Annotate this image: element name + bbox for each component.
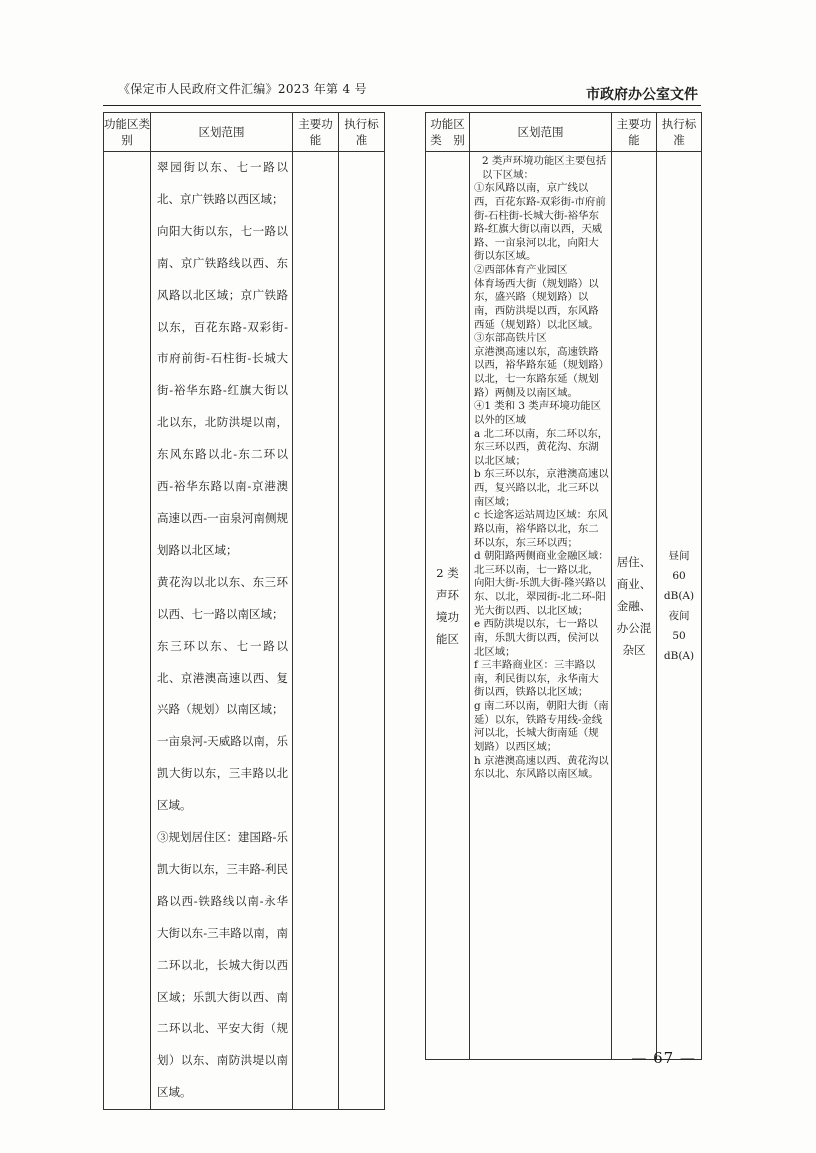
- right-range-paragraph: a 北二环以南，东二环以东，东三环以西，黄花沟、东湖以北区域；: [474, 427, 609, 467]
- main-function: 居住、商业、金融、办公混杂区: [616, 554, 652, 657]
- main-function-cell: [612, 152, 657, 1060]
- left-range-paragraph: ③规划居住区：建国路-乐凯大街以东，三丰路-利民路以西-铁路线以南-永华大街以东-三丰路以南，南二环以北，长城大街以西区域；乐凯大街以西、南二环以北、平安大街（规划）以东、南防洪堤以南区域。: [157, 830, 288, 1100]
- right-range-paragraph: b 东三环以东，京港澳高速以西，复兴路以北，北三环以南区域；: [474, 468, 609, 508]
- left-range-cell: [151, 152, 293, 1110]
- left-range-paragraph: 翠园街以东、七一路以北、京广铁路以西区域；: [157, 160, 288, 206]
- right-range-paragraph: ①东风路以南，京广线以西，百花东路-双彩街-市府前街-石柱街-长城大街-裕华东路-红旗大街以南以西，天威路、一亩泉河以北，向阳大街以东区域。: [474, 182, 606, 263]
- header-standard: 执行标准: [657, 113, 702, 152]
- right-range-paragraph: 2 类声环境功能区主要包括以下区域：: [482, 155, 607, 181]
- zone-name-cell: [426, 152, 470, 1060]
- zone-name: 2 类声环境功能区: [436, 565, 459, 646]
- left-range-paragraph: 一亩泉河-天威路以南，乐凯大街以东，三丰路以北区域。: [157, 734, 288, 813]
- header-main-func: 主要功能: [612, 113, 657, 152]
- right-range-paragraph: e 西防洪堤以东，七一路以南，乐凯大街以西，侯河以北区域；: [474, 618, 599, 658]
- running-header-category: 市政府办公室文件: [586, 87, 698, 103]
- right-range-paragraph: ③东部高铁片区: [474, 332, 547, 345]
- standard-cell: [657, 152, 702, 1060]
- header-standard: 执行标准: [339, 113, 385, 152]
- left-range-paragraph: 东三环以东、七一路以北、京港澳高速以西、复兴路（规划）以南区域；: [157, 638, 288, 717]
- noise-standard: 昼间 60 dB(A) 夜间 50 dB(A): [663, 549, 695, 662]
- right-range-paragraph: f 三丰路商业区：三丰路以南，利民街以东，永华南大街以西，铁路以北区域；: [474, 659, 599, 699]
- right-range-paragraph: ④1 类和 3 类声环境功能区以外的区域: [474, 400, 602, 426]
- left-zone-table: [103, 112, 385, 1110]
- right-range-paragraph: h 京港澳高速以西、黄花沟以东以北、东风路以南区域。: [474, 754, 609, 781]
- running-header-publication: 《保定市人民政府文件汇编》2023 年第 4 号: [118, 82, 367, 96]
- left-main-func-cell: [293, 152, 339, 1110]
- right-table-header-row: [426, 113, 702, 152]
- left-zone-cell: [104, 152, 151, 1110]
- left-range-paragraph: 向阳大街以东，七一路以南、京广铁路线以西、东风路以北区域；京广铁路以东，百花东路-双彩街-市府前街-石柱街-长城大街-裕华东路-红旗大街以北以东，北防洪堤以南，东风东路以北-东二环以西-裕华东路以南-京港澳高速以西-一亩泉河南侧规划路以北区域；: [157, 223, 288, 557]
- right-range-cell: [470, 152, 612, 1060]
- left-table-body-row: [104, 152, 385, 1110]
- header-range: 区划范围: [470, 113, 612, 152]
- right-zone-table: [425, 112, 702, 1060]
- header-func-zone: 功能区类 别: [104, 113, 151, 152]
- left-standard-cell: [339, 152, 385, 1110]
- header-func-zone: 功能区类 别: [426, 113, 470, 152]
- header-range: 区划范围: [151, 113, 293, 152]
- right-table-body-row: [426, 152, 702, 1060]
- right-range-paragraph: 京港澳高速以东，高速铁路以西，裕华路东延（规划路）以北，七一东路东延（规划路）两侧及以南区域。: [474, 345, 604, 399]
- header-main-func: 主要功能: [293, 113, 339, 152]
- page-number: — 67 —: [631, 1049, 696, 1067]
- right-range-paragraph: g 南二环以南，朝阳大街（南延）以东，铁路专用线-金线河以北，长城大街南延（规划路）以西区域；: [474, 700, 609, 753]
- left-table-header-row: [104, 113, 385, 152]
- right-range-paragraph: 体育场西大街（规划路）以东，盛兴路（规划路）以南，西防洪堤以西，东风路西延（规划路）以北区域。: [474, 277, 599, 331]
- left-range-paragraph: 黄花沟以北以东、东三环以西、七一路以南区域；: [157, 574, 288, 621]
- right-range-paragraph: ②西部体育产业园区: [474, 264, 568, 276]
- right-range-paragraph: c 长途客运站周边区域：东风路以南，裕华路以北，东二环以东，东三环以西；: [474, 509, 608, 549]
- right-range-paragraph: d 朝阳路两侧商业金融区域：北三环以南，七一路以北，向阳大街-乐凯大街-隆兴路以东、以北，翠园街-北二环-阳光大街以西、以北区域；: [474, 550, 609, 617]
- header-rule: [103, 105, 701, 106]
